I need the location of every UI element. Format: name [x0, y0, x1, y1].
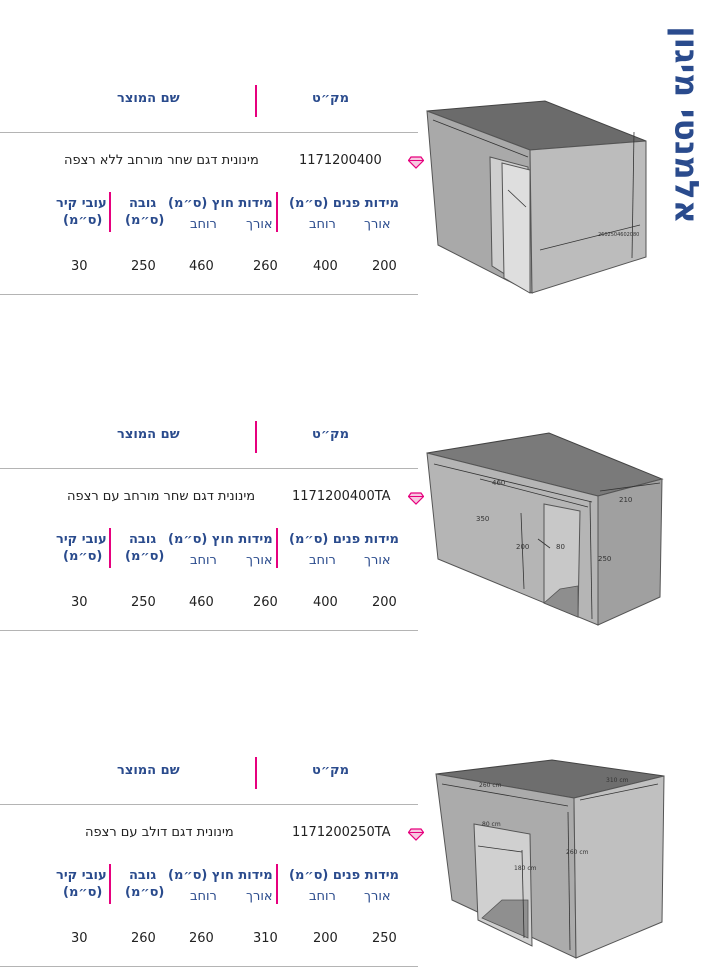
image-label: 200 — [516, 543, 530, 551]
rule — [0, 294, 418, 295]
header-height-unit: (ס״מ) — [125, 885, 165, 900]
header-height: גובה — [129, 532, 157, 547]
column-divider — [276, 192, 278, 232]
value-wall: 30 — [71, 259, 88, 274]
header-width: רוחב — [190, 889, 217, 904]
value-outer-length: 260 — [253, 595, 278, 610]
image-label: 260 cm — [479, 782, 502, 789]
column-divider — [109, 528, 111, 568]
header-length: אורך — [246, 553, 273, 568]
rule — [0, 468, 418, 469]
header-divider — [255, 85, 257, 117]
header-wall: עובי קיר — [56, 532, 107, 547]
value-outer-width: 260 — [189, 931, 214, 946]
value-inner-length: 200 — [372, 595, 397, 610]
value-height: 250 — [131, 595, 156, 610]
header-outer-dims: מידות חוץ (ס״מ) — [168, 532, 273, 547]
header-width: רוחב — [309, 553, 336, 568]
image-label: 460 — [492, 479, 506, 487]
product-name: מינונית דגם שחר מורחב עם רצפה — [67, 489, 256, 504]
header-length: אורך — [246, 889, 273, 904]
header-wall: עובי קיר — [56, 196, 107, 211]
header-height: גובה — [129, 868, 157, 883]
product-block-2 — [0, 336, 723, 636]
value-outer-length: 260 — [253, 259, 278, 274]
column-divider — [276, 864, 278, 904]
rule — [0, 132, 418, 133]
product-name: מינונית דגם דולב עם רצפה — [85, 825, 234, 840]
header-width: רוחב — [190, 553, 217, 568]
header-length: אורך — [246, 217, 273, 232]
header-product-name: שם המוצר — [117, 91, 180, 106]
value-height: 250 — [131, 259, 156, 274]
value-wall: 30 — [71, 595, 88, 610]
header-length: אורך — [364, 889, 391, 904]
header-product-name: שם המוצר — [117, 763, 180, 778]
header-product-name: שם המוצר — [117, 427, 180, 442]
header-wall: עובי קיר — [56, 868, 107, 883]
header-width: רוחב — [309, 889, 336, 904]
value-inner-width: 400 — [313, 259, 338, 274]
value-inner-width: 200 — [313, 931, 338, 946]
value-outer-length: 310 — [253, 931, 278, 946]
page-title: אלמנטי מיגון — [667, 25, 707, 224]
rule — [0, 804, 418, 805]
column-divider — [109, 192, 111, 232]
header-divider — [255, 421, 257, 453]
header-width: רוחב — [309, 217, 336, 232]
header-outer-dims: מידות חוץ (ס״מ) — [168, 868, 273, 883]
header-wall-unit: (ס״מ) — [63, 213, 103, 228]
header-length: אורך — [364, 553, 391, 568]
image-label: 80 — [556, 543, 565, 551]
product-block-3 — [0, 672, 723, 972]
image-label: 80 cm — [482, 821, 501, 828]
header-height-unit: (ס״מ) — [125, 213, 165, 228]
header-inner-dims: מידות פנים (ס״מ) — [289, 196, 399, 211]
product-image-1 — [420, 95, 665, 309]
value-inner-length: 250 — [372, 931, 397, 946]
product-block-1 — [0, 0, 723, 300]
image-label: 350 — [476, 515, 490, 523]
value-outer-width: 460 — [189, 259, 214, 274]
header-outer-dims: מידות חוץ (ס״מ) — [168, 196, 273, 211]
image-label: 250 — [598, 555, 612, 563]
image-label: 210 — [619, 496, 633, 504]
header-height-unit: (ס״מ) — [125, 549, 165, 564]
image-label: 180 cm — [514, 865, 537, 872]
product-image-3 — [432, 750, 672, 969]
header-sku: מק״ט — [312, 91, 350, 106]
column-divider — [109, 864, 111, 904]
header-height: גובה — [129, 196, 157, 211]
value-outer-width: 460 — [189, 595, 214, 610]
value-inner-length: 200 — [372, 259, 397, 274]
value-height: 260 — [131, 931, 156, 946]
image-label: 2602504602080 — [598, 232, 640, 238]
product-sku: 1171200400TA — [292, 489, 391, 504]
product-image-2 — [420, 431, 670, 645]
rule — [0, 630, 418, 631]
product-sku: 1171200250TA — [292, 825, 391, 840]
header-sku: מק״ט — [312, 763, 350, 778]
header-width: רוחב — [190, 217, 217, 232]
header-sku: מק״ט — [312, 427, 350, 442]
header-wall-unit: (ס״מ) — [63, 549, 103, 564]
header-length: אורך — [364, 217, 391, 232]
value-inner-width: 400 — [313, 595, 338, 610]
header-divider — [255, 757, 257, 789]
product-name: מינונית דגם שחר מורחב ללא רצפה — [64, 153, 259, 168]
header-wall-unit: (ס״מ) — [63, 885, 103, 900]
header-inner-dims: מידות פנים (ס״מ) — [289, 868, 399, 883]
value-wall: 30 — [71, 931, 88, 946]
header-inner-dims: מידות פנים (ס״מ) — [289, 532, 399, 547]
image-label: 260 cm — [566, 849, 589, 856]
image-label: 310 cm — [606, 777, 629, 784]
rule — [0, 966, 418, 967]
diamond-icon — [408, 826, 424, 839]
product-sku: 1171200400 — [299, 153, 382, 168]
column-divider — [276, 528, 278, 568]
